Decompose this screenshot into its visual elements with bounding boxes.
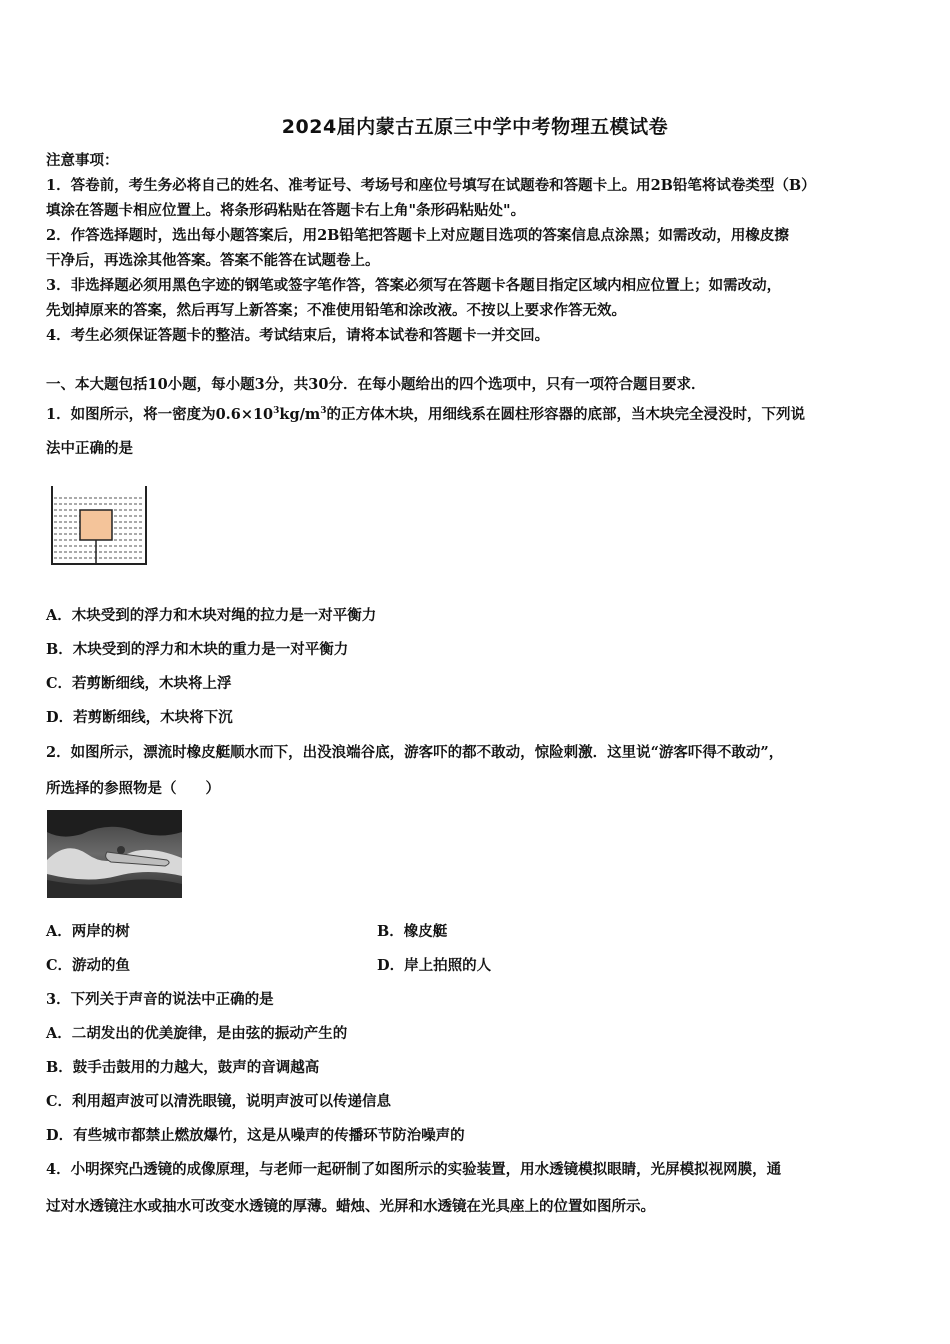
notice-line: 2．作答选择题时，选出每小题答案后，用2B铅笔把答题卡上对应题目选项的答案信息点涂黑；如需改动，用橡皮擦 (46, 227, 789, 244)
rafter (117, 846, 125, 854)
q1-unit-exponent: 3 (320, 406, 327, 416)
section-heading: 一、本大题包括10小题，每小题3分，共30分．在每小题给出的四个选项中，只有一项符合题目要求． (46, 376, 706, 393)
q2-option-d: D．岸上拍照的人 (377, 957, 492, 974)
question-3-stem: 3．下列关于声音的说法中正确的是 (46, 991, 274, 1008)
q1-option-b: B．木块受到的浮力和木块的重力是一对平衡力 (46, 641, 349, 658)
question-2-stem: 2．如图所示，漂流时橡皮艇顺水而下，出没浪端谷底，游客吓的都不敢动，惊险刺激．这里说“游客吓得不敢动”， (46, 744, 784, 761)
q2-option-b: B．橡皮艇 (377, 923, 448, 940)
q3-option-a: A．二胡发出的优美旋律，是由弦的振动产生的 (46, 1025, 348, 1042)
notice-line: 填涂在答题卡相应位置上。将条形码粘贴在答题卡右上角"条形码粘贴处"。 (46, 202, 526, 219)
q1-option-d: D．若剪断细线，木块将下沉 (46, 709, 233, 726)
question-1-stem-cont: 法中正确的是 (46, 440, 133, 457)
wooden-block (80, 510, 112, 540)
q2-option-a: A．两岸的树 (46, 923, 130, 940)
notice-line: 3．非选择题必须用黑色字迹的钢笔或签字笔作答，答案必须写在答题卡各题目指定区域内相应位置上；如需改动， (46, 277, 782, 294)
q1-density-exponent: 3 (273, 406, 280, 416)
q1-text: 1．如图所示，将一密度为 (46, 405, 216, 423)
question-1-stem (46, 401, 908, 425)
rafting-photo (47, 810, 182, 898)
question-4-stem-cont: 过对水透镜注水或抽水可改变水透镜的厚薄。蜡烛、光屏和水透镜在光具座上的位置如图所示。 (46, 1198, 655, 1215)
q3-option-d: D．有些城市都禁止燃放爆竹，这是从噪声的传播环节防治噪声的 (46, 1127, 465, 1144)
q1-density: 0.6×10 (215, 405, 274, 423)
q3-option-c: C．利用超声波可以清洗眼镜，说明声波可以传递信息 (46, 1093, 392, 1110)
page-title: 2024届内蒙古五原三中学中考物理五模试卷 (281, 116, 669, 138)
q3-option-b: B．鼓手击鼓用的力越大，鼓声的音调越高 (46, 1059, 320, 1076)
notice-line: 干净后，再选涂其他答案。答案不能答在试题卷上。 (46, 252, 380, 269)
q2-option-c: C．游动的鱼 (46, 957, 131, 974)
notice-line: 1．答卷前，考生务必将自己的姓名、准考证号、考场号和座位号填写在试题卷和答题卡上。用2B铅笔将试卷类型（B） (46, 177, 816, 194)
q1-option-c: C．若剪断细线，木块将上浮 (46, 675, 232, 692)
q1-option-a: A．木块受到的浮力和木块对绳的拉力是一对平衡力 (46, 607, 377, 624)
notice-line: 4．考生必须保证答题卡的整洁。考试结束后，请将本试卷和答题卡一并交回。 (46, 327, 550, 344)
notice-heading: 注意事项： (46, 152, 119, 169)
question-4-stem: 4．小明探究凸透镜的成像原理，与老师一起研制了如图所示的实验装置，用水透镜模拟眼睛，光屏模拟视网膜，通 (46, 1161, 782, 1178)
container-with-block-figure (50, 484, 148, 566)
q1-density-unit: kg/m (279, 405, 321, 423)
q1-text: 的正方体木块，用细线系在圆柱形容器的底部，当木块完全浸没时，下列说 (326, 405, 806, 423)
notice-line: 先划掉原来的答案，然后再写上新答案；不准使用铅笔和涂改液。不按以上要求作答无效。 (46, 302, 626, 319)
question-2-stem-cont: 所选择的参照物是（ ） (46, 780, 220, 797)
